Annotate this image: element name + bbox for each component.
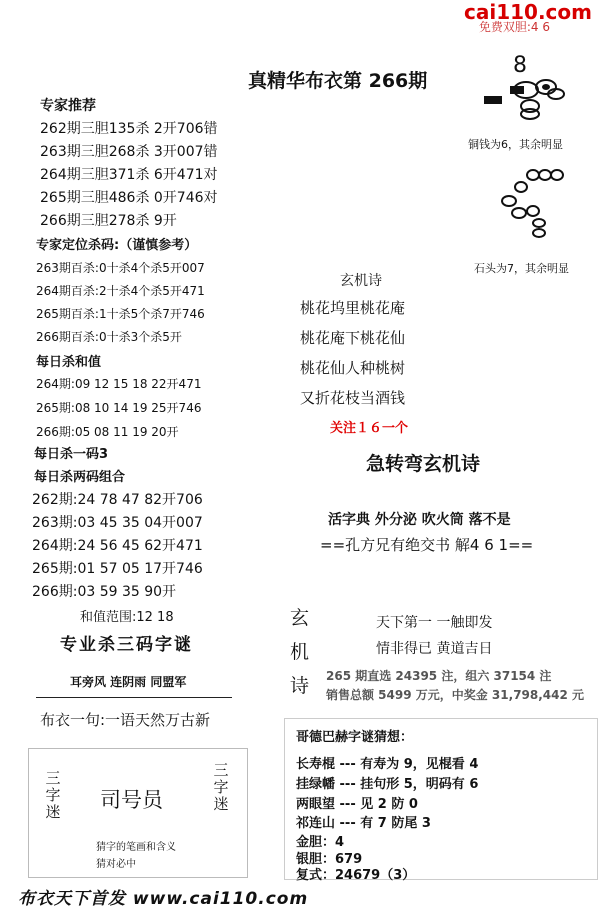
page-title: 真精华布衣第 266期 bbox=[248, 70, 428, 92]
xuanji-line: 天下第一 一触即发 bbox=[376, 615, 493, 631]
two-code-row: 264期:24 56 45 62开471 bbox=[32, 538, 203, 554]
sum-row: 266期:05 08 11 19 20开 bbox=[36, 425, 179, 439]
position-row: 265期百杀:1十杀5个杀7开746 bbox=[36, 307, 205, 321]
goldbach-row: 复式：24679（3） bbox=[296, 868, 416, 883]
two-code-row: 263期:03 45 35 04开007 bbox=[32, 515, 203, 531]
coins-caption: 铜钱为6，其余明显 bbox=[468, 138, 563, 151]
three-riddle-note: 猜对必中 bbox=[96, 859, 136, 870]
position-row: 266期百杀:0十杀3个杀5开 bbox=[36, 330, 182, 344]
divider bbox=[36, 697, 232, 698]
sales-stats: 265 期直选 24395 注，组六 37154 注 bbox=[326, 669, 552, 683]
poem-line: 桃花仙人种桃树 bbox=[300, 359, 406, 377]
sum-row: 264期:09 12 15 18 22开471 bbox=[36, 377, 202, 391]
goldbach-row: 祁连山 --- 有 7 防尾 3 bbox=[296, 816, 431, 831]
position-heading: 专家定位杀码:（谨慎参考） bbox=[36, 238, 198, 253]
poem-line: 桃花坞里桃花庵 bbox=[300, 299, 406, 317]
three-riddle-answer: 司号员 bbox=[100, 788, 163, 812]
poem-line: 又折花枝当酒钱 bbox=[300, 389, 406, 407]
buyi-one-line: 布衣一句:一语天然万古新 bbox=[40, 711, 211, 729]
sales-stats: 销售总额 5499 万元，中奖金 31,798,442 元 bbox=[326, 688, 585, 702]
two-code-heading: 每日杀两码组合 bbox=[34, 470, 126, 485]
sum-range: 和值范围:12 18 bbox=[80, 610, 174, 625]
footer-site: 布衣天下首发 www.cai110.com bbox=[18, 889, 309, 909]
two-code-row: 266期:03 59 35 90开 bbox=[32, 584, 177, 600]
expert-heading: 专家推荐 bbox=[40, 98, 96, 114]
svg-text:8: 8 bbox=[513, 53, 527, 78]
turn-poem-title: 急转弯玄机诗 bbox=[366, 453, 481, 475]
expert-row: 263期三胆268杀 3开007错 bbox=[40, 144, 218, 160]
kong-line: ==孔方兄有绝交书 解4 6 1== bbox=[320, 536, 534, 554]
expert-row: 265期三胆486杀 0开746对 bbox=[40, 190, 218, 206]
pro-riddle-title: 专业杀三码字谜 bbox=[60, 635, 193, 655]
poem-heading: 玄机诗 bbox=[340, 273, 382, 289]
sum-heading: 每日杀和值 bbox=[36, 355, 102, 370]
poem-line: 桃花庵下桃花仙 bbox=[300, 329, 406, 347]
coins-picture-icon bbox=[480, 50, 580, 130]
xuanji-char: 机 bbox=[290, 641, 310, 663]
free-double-tip: 免费双胆:4 6 bbox=[478, 20, 550, 34]
goldbach-row: 金胆：4 bbox=[296, 835, 345, 850]
three-riddle-side-right: 三字迷 bbox=[213, 761, 229, 813]
goldbach-row: 银胆：679 bbox=[296, 852, 363, 867]
stones-caption: 石头为7，其余明显 bbox=[474, 262, 569, 275]
goldbach-row: 长寿棍 --- 有寿为 9，见棍看 4 bbox=[296, 757, 479, 772]
xuanji-line: 情非得已 黄道吉日 bbox=[376, 641, 493, 657]
site-logo: cai110.com bbox=[464, 0, 592, 24]
xuanji-char: 玄 bbox=[290, 607, 310, 629]
riddle-words: 耳旁风 连阴雨 同盟军 bbox=[70, 675, 187, 689]
two-code-row: 262期:24 78 47 82开706 bbox=[32, 492, 203, 508]
sum-row: 265期:08 10 14 19 25开746 bbox=[36, 401, 202, 415]
xuanji-char: 诗 bbox=[290, 675, 310, 697]
goldbach-row: 两眼望 --- 见 2 防 0 bbox=[296, 797, 418, 812]
three-riddle-note: 猜字的笔画和含义 bbox=[96, 842, 176, 853]
goldbach-heading: 哥德巴赫字谜猜想： bbox=[296, 730, 414, 745]
expert-row: 262期三胆135杀 2开706错 bbox=[40, 121, 218, 137]
huo-line: 活字典 外分泌 吹火筒 落不是 bbox=[328, 512, 511, 528]
two-code-row: 265期:01 57 05 17开746 bbox=[32, 561, 203, 577]
goldbach-row: 挂绿幡 --- 挂句形 5，明码有 6 bbox=[296, 777, 479, 792]
position-row: 264期百杀:2十杀4个杀5开471 bbox=[36, 284, 205, 298]
follow-tip: 关注１６一个 bbox=[330, 421, 409, 436]
expert-row: 266期三胆278杀 9开 bbox=[40, 213, 177, 229]
stones-picture-icon bbox=[495, 165, 575, 245]
expert-row: 264期三胆371杀 6开471对 bbox=[40, 167, 218, 183]
one-code-kill: 每日杀一码3 bbox=[34, 447, 109, 462]
three-riddle-side-left: 三字迷 bbox=[45, 769, 61, 821]
position-row: 263期百杀:0十杀4个杀5开007 bbox=[36, 261, 205, 275]
